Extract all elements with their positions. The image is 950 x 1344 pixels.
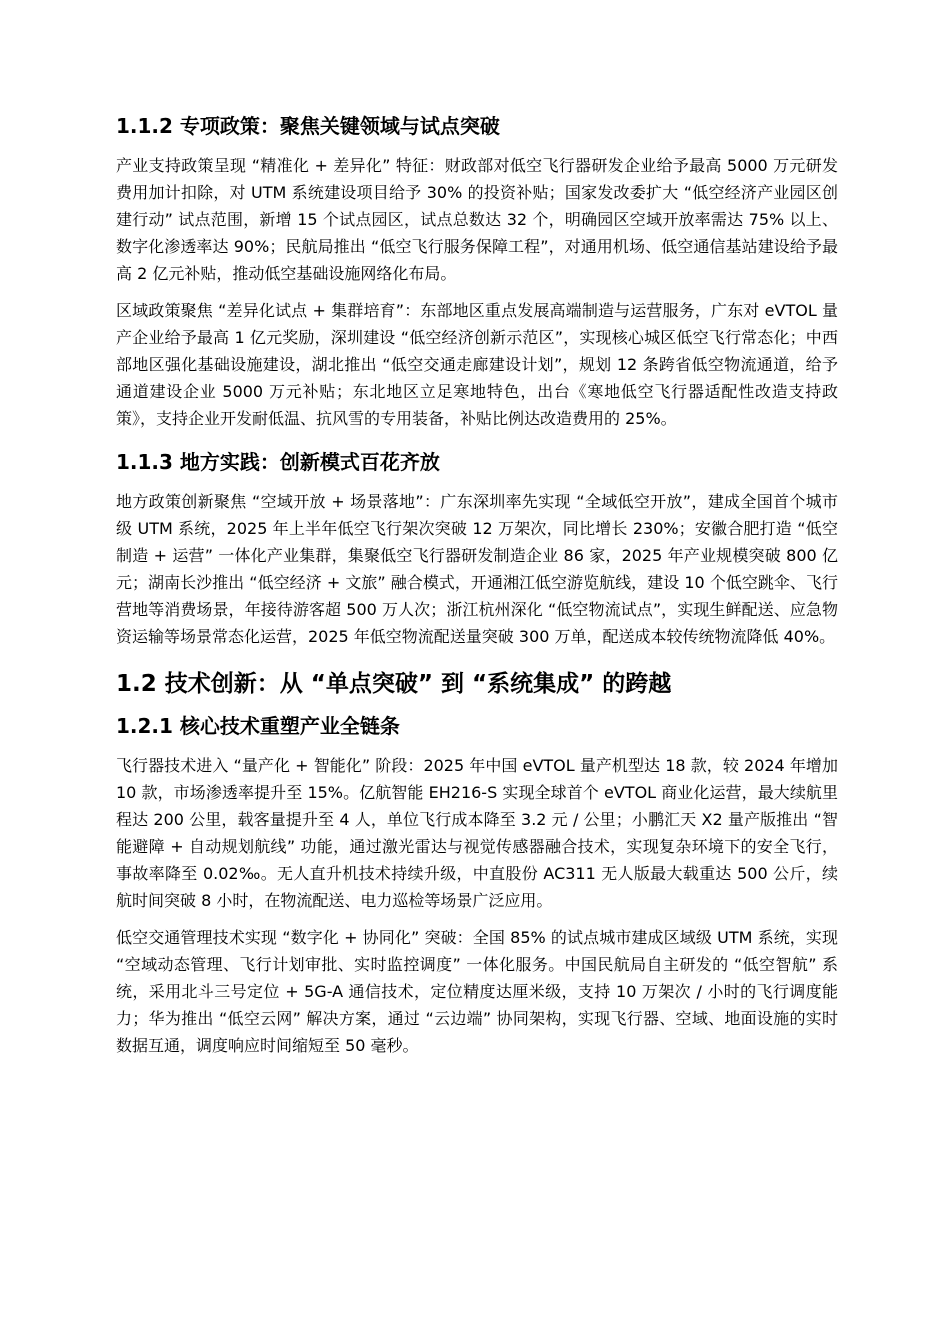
paragraph-regional-policy: 区域政策聚焦 “差异化试点 + 集群培育”：东部地区重点发展高端制造与运营服务，广东对 eVTOL 量产企业给予最高 1 亿元奖励，深圳建设 “低空经济创新示范区”，实现核心城区低空飞行常态化；中西部地区强化基础设施建设，湖北推出 “低空交通走廊建设计划”，规划 12 条跨省低空物流通道，给予通道建设企业 5000 万元补贴；东北地区立足寒地特色，出台《寒地低空飞行器适配性改造支持政策》，支持企业开发耐低温、抗风雪的专用装备，补贴比例达改造费用的 25%。 [116, 301, 838, 428]
section-heading-special-policy: 1.1.2 专项政策：聚焦关键领域与试点突破 [116, 114, 500, 138]
chapter-heading-tech-innovation: 1.2 技术创新：从 “单点突破” 到 “系统集成” 的跨越 [116, 671, 672, 697]
paragraph-aircraft-tech: 飞行器技术进入 “量产化 + 智能化” 阶段：2025 年中国 eVTOL 量产机型达 18 款，较 2024 年增加 10 款，市场渗透率提升至 15%。亿航智能 EH216-S 实现全球首个 eVTOL 商业化运营，最大续航里程达 200 公里，载客量提升至 4 人，单位飞行成本降至 3.2 元 / 公里；小鹏汇天 X2 量产版推出 “智能避障 + 自动规划航线” 功能，通过激光雷达与视觉传感器融合技术，实现复杂环境下的安全飞行，事故率降至 0.02‰。无人直升机技术持续升级，中直股份 AC311 无人版最大载重达 500 公斤，续航时间突破 8 小时，在物流配送、电力巡检等场景广泛应用。 [116, 756, 838, 910]
section-heading-local-practice: 1.1.3 地方实践：创新模式百花齐放 [116, 450, 440, 474]
section-heading-core-tech: 1.2.1 核心技术重塑产业全链条 [116, 714, 400, 738]
paragraph-industry-support-policy: 产业支持政策呈现 “精准化 + 差异化” 特征：财政部对低空飞行器研发企业给予最高 5000 万元研发费用加计扣除，对 UTM 系统建设项目给予 30% 的投资补贴；国家发改委扩大 “低空经济产业园区创建行动” 试点范围，新增 15 个试点园区，试点总数达 32 个，明确园区空域开放率需达 75% 以上、数字化渗透率达 90%；民航局推出 “低空飞行服务保障工程”，对通用机场、低空通信基站建设给予最高 2 亿元补贴，推动低空基础设施网络化布局。 [116, 156, 838, 283]
paragraph-traffic-management-tech: 低空交通管理技术实现 “数字化 + 协同化” 突破：全国 85% 的试点城市建成区域级 UTM 系统，实现 “空域动态管理、飞行计划审批、实时监控调度” 一体化服务。中国民航局自主研发的 “低空智航” 系统，采用北斗三号定位 + 5G-A 通信技术，定位精度达厘米级，支持 10 万架次 / 小时的飞行调度能力；华为推出 “低空云网” 解决方案，通过 “云边端” 协同架构，实现飞行器、空域、地面设施的实时数据互通，调度响应时间缩短至 50 毫秒。 [116, 928, 838, 1055]
paragraph-local-innovation: 地方政策创新聚焦 “空域开放 + 场景落地”：广东深圳率先实现 “全域低空开放”，建成全国首个城市级 UTM 系统，2025 年上半年低空飞行架次突破 12 万架次，同比增长 230%；安徽合肥打造 “低空制造 + 运营” 一体化产业集群，集聚低空飞行器研发制造企业 86 家，2025 年产业规模突破 800 亿元；湖南长沙推出 “低空经济 + 文旅” 融合模式，开通湘江低空游览航线，建设 10 个低空跳伞、飞行营地等消费场景，年接待游客超 500 万人次；浙江杭州深化 “低空物流试点”，实现生鲜配送、应急物资运输等场景常态化运营，2025 年低空物流配送量突破 300 万单，配送成本较传统物流降低 40%。 [116, 492, 838, 646]
document-page [116, 112, 838, 1069]
